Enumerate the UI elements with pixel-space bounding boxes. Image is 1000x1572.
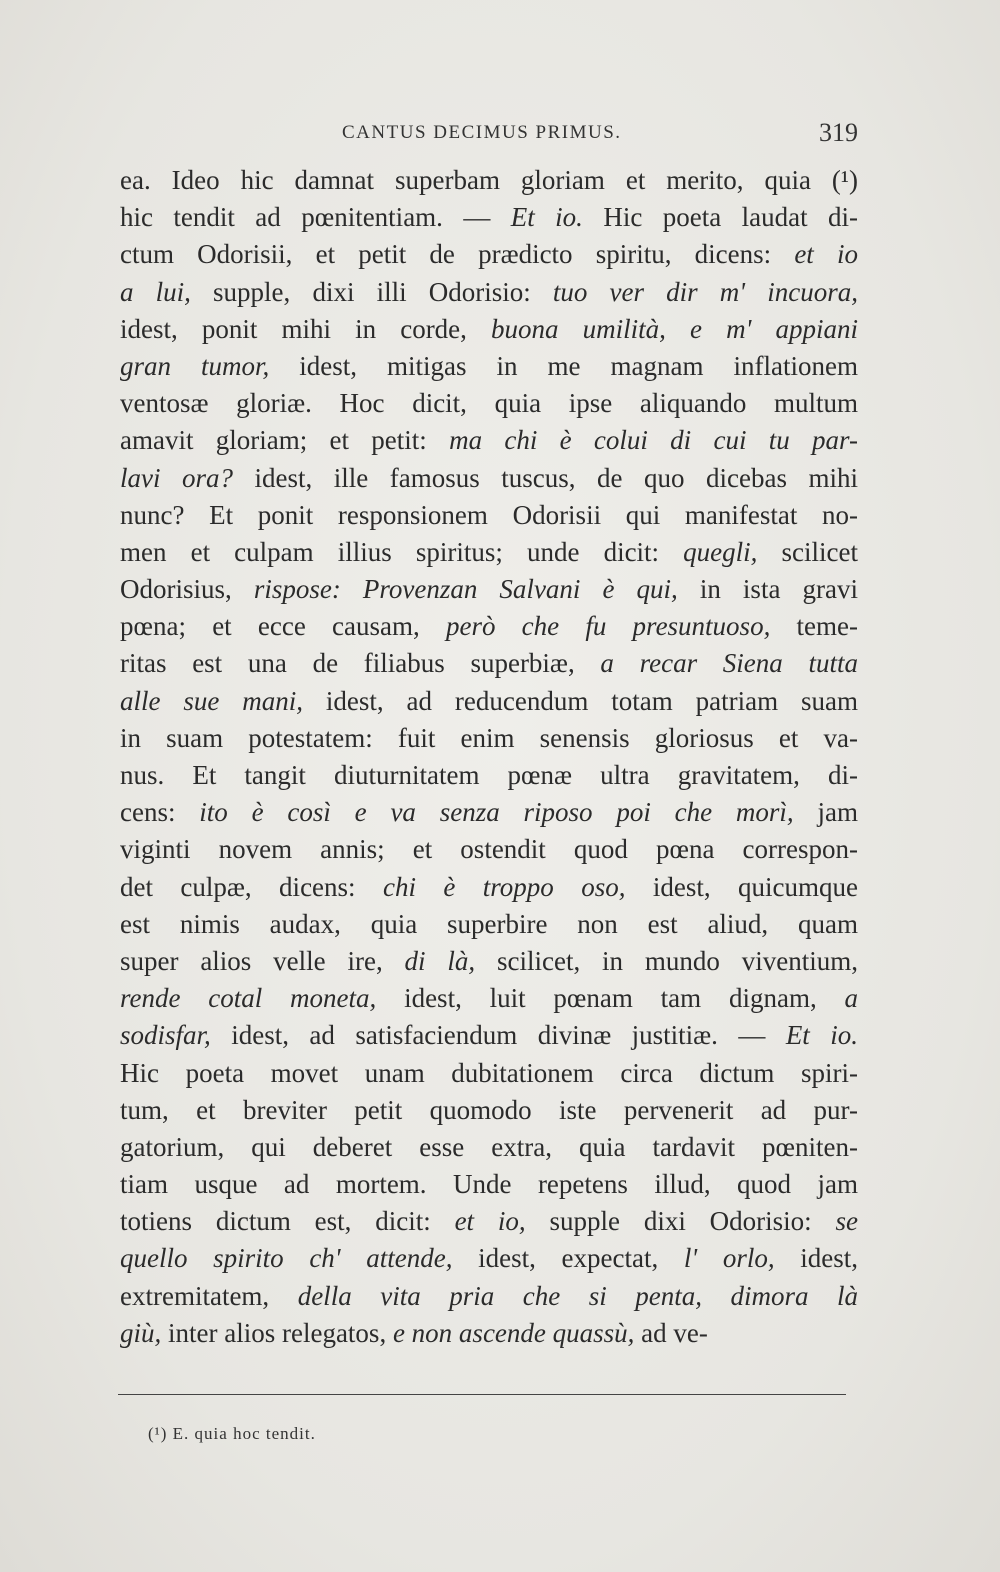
text-line <box>120 1092 858 1129</box>
text-segment: Hic poeta laudat di- <box>582 202 858 233</box>
text-line <box>120 534 858 571</box>
italic-text: a recar Siena tutta <box>600 648 858 679</box>
text-line <box>120 162 858 199</box>
body-text <box>120 162 858 1352</box>
text-segment: scilicet <box>757 536 858 567</box>
text-segment: idest, quicumque <box>625 871 858 902</box>
running-head: CANTUS DECIMUS PRIMUS. <box>342 122 622 143</box>
text-line <box>120 645 858 682</box>
text-line <box>120 757 858 794</box>
text-segment: ritas est una de filiabus superbiæ, <box>120 648 601 679</box>
italic-text: se <box>835 1206 858 1237</box>
text-segment: supple, dixi illi Odorisio: <box>190 276 553 307</box>
text-segment: in suam potestatem: fuit enim senensis gloriosus et va- <box>120 722 858 753</box>
italic-text: et io, <box>454 1206 526 1237</box>
text-segment: extremitatem, <box>120 1280 298 1311</box>
italic-text: rispose: Provenzan Salvani è qui, <box>253 574 678 605</box>
text-segment: idest, luit pœnam tam dignam, <box>376 983 845 1014</box>
italic-text: quello spirito ch' attende, <box>120 1243 453 1274</box>
italic-text: chi è troppo oso, <box>382 871 626 902</box>
text-segment: Odorisius, <box>120 574 254 605</box>
italic-text: giù, <box>120 1317 162 1348</box>
text-segment: nus. Et tangit diuturnitatem pœnæ ultra gravitatem, di- <box>120 760 858 790</box>
italic-text: ito è così e va senza riposo poi che morì, <box>199 797 794 828</box>
text-line <box>120 794 858 831</box>
italic-text: Et io. <box>785 1020 858 1051</box>
text-segment: teme- <box>770 611 858 642</box>
page-number: 319 <box>819 118 858 147</box>
text-segment: idest, ille famosus tuscus, de quo dicebas mihi <box>233 462 858 493</box>
italic-text: Et io. <box>510 202 583 233</box>
text-line <box>120 1278 858 1315</box>
text-line <box>120 385 858 422</box>
text-segment: tiam usque ad mortem. Unde repetens illud, quod jam <box>120 1169 858 1200</box>
text-segment: pœna; et ecce causam, <box>120 611 446 642</box>
text-line <box>120 497 858 534</box>
text-line <box>120 980 858 1017</box>
text-segment: totiens dictum est, dicit: <box>120 1206 455 1237</box>
text-segment: idest, mitigas in me magnam inflationem <box>269 350 858 381</box>
text-segment: idest, expectat, <box>452 1243 684 1274</box>
text-line <box>120 1315 858 1352</box>
text-line <box>120 1240 858 1277</box>
italic-text: ma chi è colui di cui tu par- <box>449 425 858 456</box>
italic-text: a <box>844 983 858 1014</box>
text-segment: ad ve- <box>634 1317 708 1348</box>
italic-text: alle sue mani, <box>120 685 304 716</box>
text-segment: inter alios relegatos, <box>161 1317 393 1348</box>
page-header <box>120 118 858 158</box>
text-line <box>120 608 858 645</box>
text-segment: cens: <box>120 797 200 828</box>
text-line <box>120 720 858 757</box>
text-segment: amavit gloriam; et petit: <box>120 425 450 456</box>
text-segment: tum, et breviter petit quomodo iste pervenerit ad pur- <box>120 1094 858 1125</box>
text-line <box>120 236 858 273</box>
text-line <box>120 1017 858 1054</box>
text-line <box>120 906 858 943</box>
italic-text: gran tumor, <box>120 350 270 381</box>
footnote-rule <box>118 1394 846 1395</box>
text-line <box>120 311 858 348</box>
text-line <box>120 683 858 720</box>
italic-text: l' orlo, <box>683 1243 775 1274</box>
text-line <box>120 460 858 497</box>
text-line <box>120 943 858 980</box>
text-segment: idest, <box>774 1243 858 1274</box>
text-line <box>120 274 858 311</box>
italic-text: a lui, <box>120 276 191 307</box>
italic-text: però che fu presuntuoso, <box>445 611 771 642</box>
italic-text: e non ascende quassù, <box>392 1317 635 1348</box>
text-segment: idest, ad satisfaciendum divinæ justitiæ. — <box>210 1020 786 1051</box>
text-segment: super alios velle ire, <box>120 945 405 976</box>
text-line <box>120 1166 858 1203</box>
text-segment: ctum Odorisii, et petit de prædicto spiritu, dicens: <box>120 239 795 270</box>
text-segment: idest, ad reducendum totam patriam suam <box>303 685 858 716</box>
text-segment: jam <box>793 797 858 828</box>
text-segment: men et culpam illius spiritus; unde dicit: <box>120 536 684 567</box>
footnote: (¹) E. quia hoc tendit. <box>148 1424 316 1443</box>
text-line <box>120 831 858 868</box>
text-segment: ea. Ideo hic damnat superbam gloriam et merito, quia (¹) <box>120 165 858 195</box>
text-segment: scilicet, in mundo viventium, <box>475 945 858 976</box>
text-line <box>120 422 858 459</box>
italic-text: et io <box>794 239 858 270</box>
italic-text: quegli, <box>683 536 758 567</box>
text-line <box>120 1203 858 1240</box>
text-segment: det culpæ, dicens: <box>120 871 383 902</box>
text-segment: gatorium, qui deberet esse extra, quia tardavit pœniten- <box>120 1131 858 1162</box>
text-line <box>120 1129 858 1166</box>
italic-text: buona umilità, e m' appiani <box>491 313 858 344</box>
text-line <box>120 348 858 385</box>
text-line <box>120 199 858 236</box>
italic-text: di là, <box>404 945 476 976</box>
italic-text: rende cotal moneta, <box>120 983 377 1014</box>
text-line <box>120 869 858 906</box>
text-line <box>120 1055 858 1092</box>
text-segment: Hic poeta movet unam dubitationem circa dictum spiri- <box>120 1057 858 1088</box>
text-segment: idest, ponit mihi in corde, <box>120 313 492 344</box>
text-segment: nunc? Et ponit responsionem Odorisii qui manifestat no- <box>120 499 858 530</box>
text-segment: hic tendit ad pœnitentiam. — <box>120 202 511 233</box>
text-segment: ventosæ gloriæ. Hoc dicit, quia ipse aliquando multum <box>120 388 858 419</box>
text-segment: supple dixi Odorisio: <box>525 1206 836 1237</box>
text-line <box>120 571 858 608</box>
text-segment: viginti novem annis; et ostendit quod pœna correspon- <box>120 834 858 865</box>
italic-text: lavi ora? <box>120 462 234 493</box>
italic-text: tuo ver dir m' incuora, <box>552 276 858 307</box>
italic-text: della vita pria che si penta, dimora là <box>297 1280 858 1311</box>
text-segment: in ista gravi <box>677 574 858 605</box>
italic-text: sodisfar, <box>120 1020 211 1051</box>
text-segment: est nimis audax, quia superbire non est aliud, quam <box>120 908 858 939</box>
